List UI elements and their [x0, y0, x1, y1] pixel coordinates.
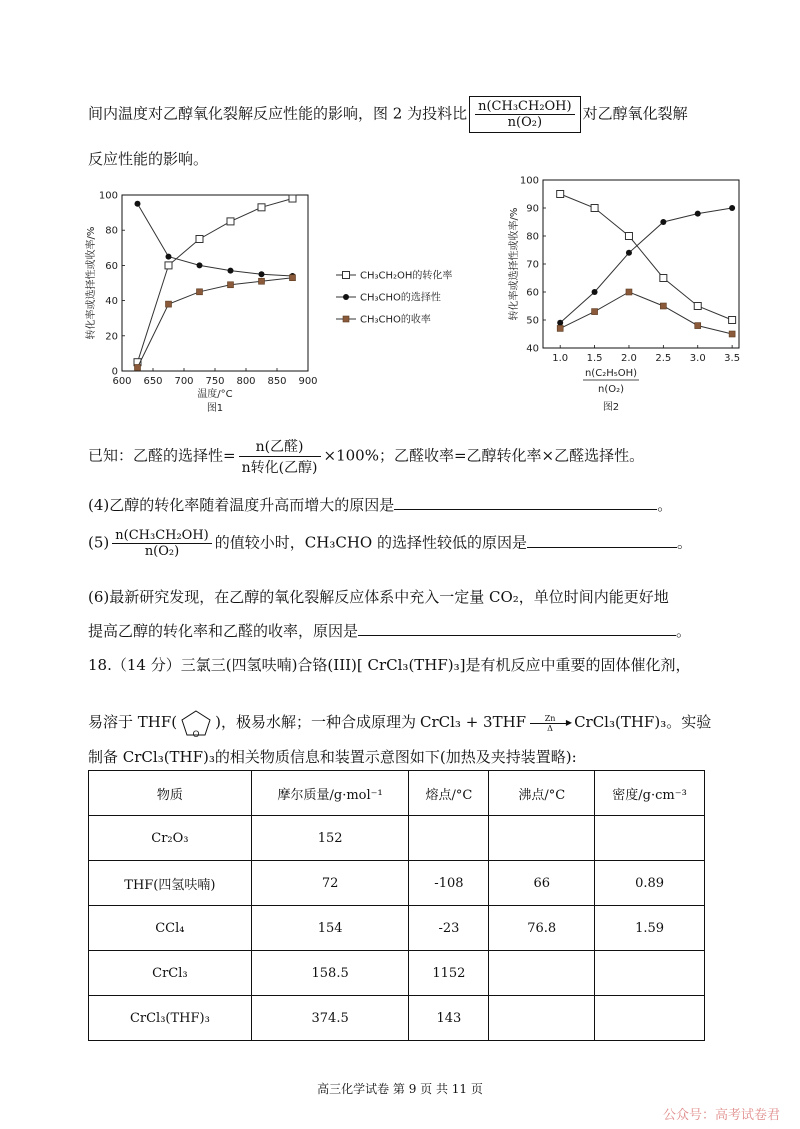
table-cell: CrCl₃ — [89, 951, 252, 996]
table-header-row — [89, 771, 705, 816]
ratio-bracket — [469, 96, 581, 133]
legend-label: CH₃CHO的收率 — [360, 314, 431, 326]
q5-label: (5) — [88, 533, 110, 552]
fig2-xlabel-numerator: n(C₂H₅OH) — [584, 368, 638, 379]
known-line — [88, 436, 644, 477]
figure-1 — [80, 185, 470, 420]
fig2-data-point — [660, 303, 666, 309]
table-cell — [595, 816, 705, 861]
fig1-series-line-2 — [138, 204, 293, 276]
fig2-x-tick-label: 2.0 — [621, 353, 637, 364]
q5-numerator: n(CH₃CH₂OH) — [112, 528, 212, 544]
fig2-y-tick-label: 40 — [526, 343, 539, 355]
q6-text-2: 提高乙醇的转化率和乙醛的收率，原因是 — [88, 622, 359, 640]
table-cell: 154 — [251, 906, 409, 951]
table-cell: CrCl₃(THF)₃ — [89, 996, 252, 1041]
fig1-data-point — [165, 262, 172, 269]
fig2-data-point — [729, 331, 735, 337]
fig1-data-point — [166, 254, 172, 260]
fig2-data-point — [660, 275, 667, 282]
fig1-legend — [336, 269, 452, 326]
table-header: 摩尔质量/g·mol⁻¹ — [251, 771, 409, 816]
arrow-top-label: Zn — [544, 713, 556, 723]
fig2-data-point — [695, 323, 701, 329]
fig2-x-tick-label: 1.0 — [552, 353, 569, 364]
fig2-x-tick-label: 1.5 — [586, 353, 603, 364]
fig2-data-point — [592, 289, 598, 295]
known-suffix: ×100%；乙醛收率=乙醇转化率×乙醛选择性。 — [323, 446, 645, 465]
watermark: 公众号：高考试卷君 — [662, 1108, 780, 1123]
legend-label: CH₃CH₂OH的转化率 — [360, 270, 453, 282]
fig1-data-point — [228, 268, 234, 274]
fig1-data-point — [135, 364, 141, 370]
legend-marker — [343, 316, 349, 322]
table-header: 密度/g·cm⁻³ — [595, 771, 705, 816]
fig2-data-point — [660, 219, 666, 225]
q6-answer-blank[interactable] — [358, 621, 676, 636]
fig1-x-tick-label: 800 — [236, 376, 256, 387]
known-prefix: 已知：乙醛的选择性= — [88, 446, 236, 465]
table-header: 物质 — [89, 771, 252, 816]
thf-ring-icon — [177, 708, 215, 738]
fig2-series-line-3 — [560, 292, 732, 334]
table-cell: 66 — [489, 861, 595, 906]
fig1-caption: 图1 — [206, 403, 224, 414]
intro-line-2 — [88, 148, 208, 169]
q18-text-2a: 易溶于 THF( — [88, 713, 178, 731]
fig2-data-point — [592, 309, 598, 315]
q4-end: 。 — [657, 496, 673, 514]
table-cell: 1152 — [409, 951, 489, 996]
fig2-data-point — [729, 205, 735, 211]
fig1-data-point — [259, 271, 265, 277]
table-cell: 158.5 — [251, 951, 409, 996]
fig2-y-tick-label: 100 — [519, 175, 539, 187]
fig2-data-point — [557, 191, 564, 198]
selectivity-numerator: n(乙醛) — [239, 436, 321, 457]
fig2-x-tick-label: 2.5 — [655, 353, 672, 364]
table-row — [89, 996, 705, 1041]
fig2-xlabel-denominator: n(O₂) — [597, 384, 625, 395]
fig1-data-point — [290, 275, 296, 281]
page-footer: 高三化学试卷 第 9 页 共 11 页 — [317, 1082, 483, 1096]
fig1-data-point — [135, 201, 141, 207]
question-4 — [88, 494, 672, 515]
table-header: 熔点/°C — [409, 771, 489, 816]
table-cell: THF(四氢呋喃) — [89, 861, 252, 906]
question-6-line-1 — [88, 586, 669, 607]
fig2-y-tick-label: 90 — [526, 203, 539, 215]
fig2-y-tick-label: 80 — [526, 231, 539, 243]
fig2-x-tick-label: 3.5 — [724, 353, 741, 364]
fig2-data-point — [557, 320, 563, 326]
fig2-series-line-1 — [560, 194, 732, 320]
table-cell: 0.89 — [595, 861, 705, 906]
q5-denominator: n(O₂) — [144, 544, 180, 559]
legend-label: CH₃CHO的选择性 — [360, 292, 441, 304]
reaction-left: CrCl₃ + 3THF — [419, 713, 527, 731]
question-18-line-2 — [88, 708, 711, 738]
legend-marker — [343, 294, 349, 300]
table-row — [89, 951, 705, 996]
fig2-data-point — [557, 325, 563, 331]
q6-text-1: (6)最新研究发现，在乙醇的氧化裂解反应体系中充入一定量 CO₂，单位时间内能更好地 — [88, 588, 669, 606]
question-18-line-3 — [88, 746, 577, 767]
fig2-data-point — [626, 250, 632, 256]
fig1-y-tick-label: 40 — [105, 296, 118, 308]
question-18-line-1 — [88, 654, 691, 675]
fig2-y-tick-label: 50 — [526, 315, 539, 327]
table-row — [89, 861, 705, 906]
fig1-x-tick-label: 850 — [267, 376, 287, 387]
fig1-data-point — [227, 218, 234, 225]
table-cell — [489, 951, 595, 996]
table-cell — [595, 996, 705, 1041]
reaction-right: CrCl₃(THF)₃。实验 — [574, 713, 712, 731]
table-cell — [489, 996, 595, 1041]
arrow-line: ▶ — [530, 723, 570, 724]
table-row — [89, 816, 705, 861]
properties-table — [88, 770, 705, 1041]
question-6-line-2 — [88, 620, 691, 641]
fig1-data-point — [196, 236, 203, 243]
q18-text-2b: )，极易水解；一种合成原理为 — [215, 713, 416, 731]
table-cell — [595, 951, 705, 996]
table-cell: 76.8 — [489, 906, 595, 951]
q5-fraction — [112, 528, 212, 559]
fig1-y-tick-label: 20 — [105, 331, 118, 343]
fig1-x-tick-label: 750 — [205, 376, 225, 387]
fig2-data-point — [591, 205, 598, 212]
fig1-y-tick-label: 60 — [105, 260, 118, 272]
fig1-data-point — [258, 204, 265, 211]
fig2-data-point — [625, 233, 632, 240]
q5-end: 。 — [676, 533, 692, 552]
q4-answer-blank[interactable] — [394, 495, 657, 510]
fig1-data-point — [259, 278, 265, 284]
reaction-arrow — [530, 713, 573, 733]
fig1-x-tick-label: 650 — [143, 376, 163, 387]
fig1-x-tick-label: 700 — [174, 376, 194, 387]
figure-2 — [505, 170, 750, 425]
fig2-data-point — [729, 317, 736, 324]
intro-text-b: 对乙醇氧化裂解 — [582, 104, 688, 123]
q4-text: (4)乙醇的转化率随着温度升高而增大的原因是 — [88, 496, 395, 514]
thf-ring-atom: O — [192, 730, 200, 738]
ratio-numerator: n(CH₃CH₂OH) — [475, 99, 575, 115]
fig1-data-point — [166, 301, 172, 307]
fig1-data-point — [289, 195, 296, 202]
fig1-ylabel: 转化率或选择性或收率/% — [86, 226, 97, 340]
fig1-y-tick-label: 0 — [111, 366, 118, 378]
fig1-x-tick-label: 900 — [298, 376, 318, 387]
table-cell: 374.5 — [251, 996, 409, 1041]
table-cell: 152 — [251, 816, 409, 861]
fig2-data-point — [626, 289, 632, 295]
fig2-y-tick-label: 70 — [526, 259, 539, 271]
fig2-ylabel: 转化率或选择性或收率/% — [509, 207, 520, 321]
fig2-data-point — [695, 211, 701, 217]
fig2-data-point — [694, 303, 701, 310]
selectivity-fraction — [239, 436, 321, 477]
fig1-x-tick-label: 600 — [112, 376, 132, 387]
fig2-caption: 图2 — [602, 402, 620, 413]
selectivity-denominator: n转化(乙醇) — [241, 460, 318, 476]
fig1-y-tick-label: 80 — [105, 225, 118, 237]
q18-text-1: 18.（14 分）三氯三(四氢呋喃)合铬(III)[ CrCl₃(THF)₃]是有机反应中重要的固体催化剂， — [88, 656, 691, 674]
arrow-bottom-label: Δ — [547, 723, 553, 733]
table-cell: CCl₄ — [89, 906, 252, 951]
table-cell — [409, 816, 489, 861]
legend-marker — [343, 272, 350, 279]
table-header: 沸点/°C — [489, 771, 595, 816]
question-5 — [88, 528, 692, 559]
fig1-y-tick-label: 100 — [98, 190, 118, 202]
fig1-xlabel: 温度/°C — [197, 389, 233, 400]
table-cell: 1.59 — [595, 906, 705, 951]
q5-answer-blank[interactable] — [527, 533, 677, 548]
intro-line-1 — [88, 96, 688, 133]
table-cell — [489, 816, 595, 861]
ratio-fraction — [475, 99, 575, 130]
table-cell: -108 — [409, 861, 489, 906]
fig1-axes-frame — [122, 195, 308, 371]
fig2-series-line-2 — [560, 208, 732, 323]
fig1-data-point — [228, 282, 234, 288]
q18-text-3: 制备 CrCl₃(THF)₃的相关物质信息和装置示意图如下(加热及夹持装置略): — [88, 748, 577, 766]
intro-text-a: 间内温度对乙醇氧化裂解反应性能的影响，图 2 为投料比 — [88, 104, 468, 123]
q5-text: 的值较小时，CH₃CHO 的选择性较低的原因是 — [214, 533, 527, 552]
table-cell: -23 — [409, 906, 489, 951]
table-row — [89, 906, 705, 951]
ratio-denominator: n(O₂) — [507, 115, 543, 130]
fig2-y-tick-label: 60 — [526, 287, 539, 299]
fig2-x-tick-label: 3.0 — [689, 353, 706, 364]
fig1-data-point — [197, 262, 203, 268]
table-cell: 143 — [409, 996, 489, 1041]
fig1-data-point — [197, 289, 203, 295]
table-cell: Cr₂O₃ — [89, 816, 252, 861]
q6-end: 。 — [676, 622, 692, 640]
table-cell: 72 — [251, 861, 409, 906]
intro-text-2: 反应性能的影响。 — [88, 150, 209, 168]
